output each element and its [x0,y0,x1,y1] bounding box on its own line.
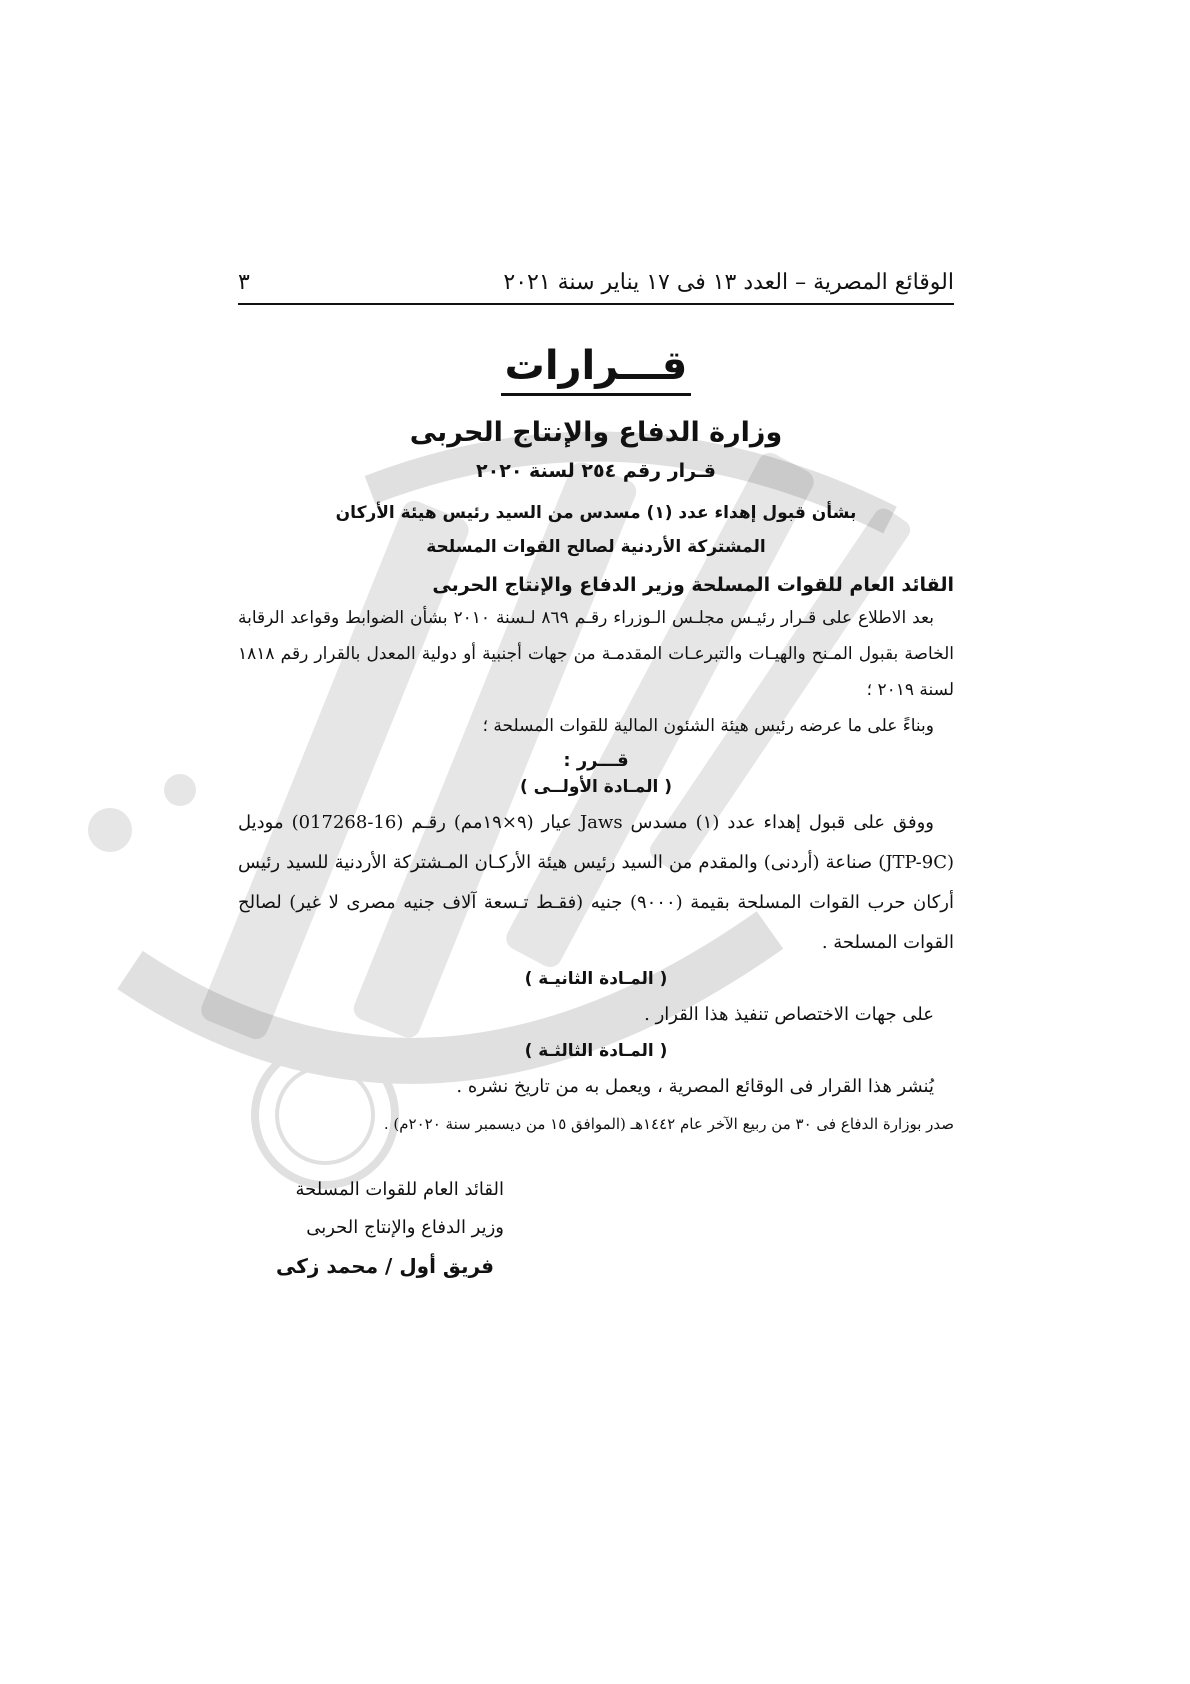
page-number: ٣ [238,270,250,295]
section-title-text: قـــرارات [501,343,692,396]
article-1-text: ووفق على قبول إهداء عدد (١) مسدس Jaws عيار (٩×١٩مم) رقـم (16-017268) موديل (JTP-9C) صناعة (أردنى) والمقدم من السيد رئيس هيئة الأركـان المـشتركة الأردنية للسيد رئيس أركان حرب القوات المسلحة بقيمة (٩٠٠٠) جنيه (فقـط تـسعة آلاف جنيه مصرى لا غير) لصالح القوات المسلحة . [238,812,954,953]
subject-line-1: بشأن قبول إهداء عدد (١) مسدس من السيد رئيس هيئة الأركان [335,503,857,523]
signature-block [244,1171,504,1285]
page-header [238,270,954,305]
issuance-statement: صدر بوزارة الدفاع فى ٣٠ من ربيع الآخر عام ١٤٤٢هـ (الموافق ١٥ من ديسمبر سنة ٢٠٢٠م) . [383,1115,954,1133]
running-title: الوقائع المصرية – العدد ١٣ فى ١٧ يناير سنة ٢٠٢١ [503,270,954,295]
signature-line-1: القائد العام للقوات المسلحة [295,1179,504,1200]
subject-line-2: المشتركة الأردنية لصالح القوات المسلحة [426,537,766,557]
signature-line-2: وزير الدفاع والإنتاج الحربى [306,1217,504,1238]
preamble-paragraph-1: بعد الاطلاع على قـرار رئيـس مجلـس الـوزراء رقـم ٨٦٩ لـسنة ٢٠١٠ بشأن الضوابط وقواعد الرقابة الخاصة بقبول المـنح والهيـات والتبرعـات المقدمـة من جهات أجنبية أو دولية المعدل بالقرار رقم ١٨١٨ لسنة ٢٠١٩ ؛ [238,608,954,700]
gazette-page [238,270,954,1285]
ministry-name: وزارة الدفاع والإنتاج الحربى [409,417,783,448]
decided-heading: قـــرر : [563,750,629,771]
article-3-text: يُنشر هذا القرار فى الوقائع المصرية ، ويعمل به من تاريخ نشره . [456,1076,934,1097]
article-2-text: على جهات الاختصاص تنفيذ هذا القرار . [644,1004,934,1025]
signatory-name: فريق أول / محمد زكى [275,1254,494,1278]
decree-number: قـرار رقم ٢٥٤ لسنة ٢٠٢٠ [476,460,716,482]
decree-subject [238,496,954,564]
article-3-title: ( المـادة الثالثـة ) [524,1041,668,1061]
issuer-title: القائد العام للقوات المسلحة وزير الدفاع والإنتاج الحربى [432,574,954,596]
preamble-paragraph-2: وبناءً على ما عرضه رئيس هيئة الشئون المالية للقوات المسلحة ؛ [482,716,934,736]
section-title [238,343,954,389]
article-1-title: ( المـادة الأولــى ) [519,777,673,797]
article-2-title: ( المـادة الثانيـة ) [524,969,668,989]
